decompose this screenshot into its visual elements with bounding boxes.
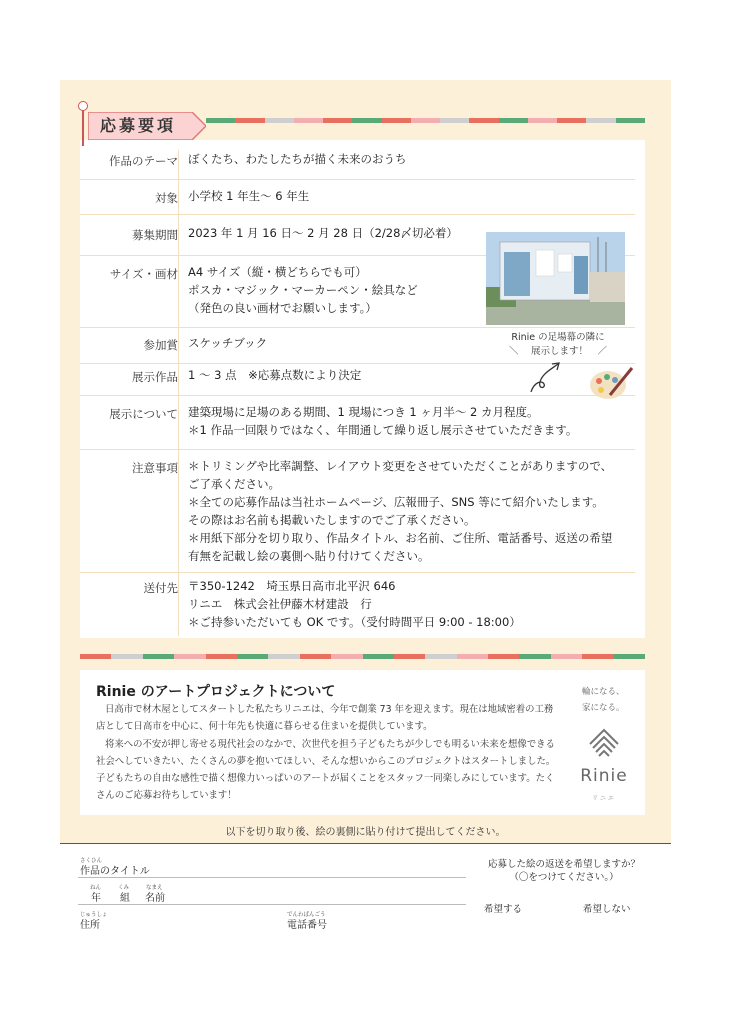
row-label: 展示作品: [132, 370, 178, 384]
nen-ruby: ねん: [90, 885, 102, 891]
row-value: 小学校 1 年生〜 6 年生: [188, 189, 310, 203]
return-yes-option[interactable]: 希望する: [484, 904, 523, 915]
about-body: [96, 701, 556, 805]
name-ruby: なまえ: [146, 885, 163, 891]
decorative-stripe-middle: [80, 654, 645, 659]
about-paragraph: 日高市で材木屋としてスタートした私たちリニエは、今年で創業 73 年を迎えます。現在は地域密着の工務店として日高市を中心に、何十年先も快適に暮らせる住まいを提供しています。: [96, 704, 554, 733]
arrow-icon: [528, 356, 564, 396]
phone-ruby: でんわばんごう: [287, 912, 326, 918]
section-title: 応募要項: [99, 116, 176, 135]
palette-icon: [588, 365, 636, 401]
brand-tagline: 輪になる、 家になる。: [582, 687, 625, 713]
title-field-line[interactable]: [78, 877, 466, 878]
cut-instruction: 以下を切り取り後、絵の裏側に貼り付けて提出してください。: [225, 827, 506, 838]
brand-kana: リニエ: [592, 795, 616, 802]
cut-line: [60, 843, 671, 844]
title-field-label: 作品のタイトル: [80, 866, 150, 877]
kumi-ruby: くみ: [118, 885, 130, 891]
name-field-label: 名前: [145, 893, 165, 904]
row-label: 注意事項: [132, 461, 178, 475]
row-label: 募集期間: [132, 228, 178, 242]
decorative-stripe-top: [206, 118, 645, 123]
row-value: 2023 年 1 月 16 日〜 2 月 28 日（2/28〆切必着）: [188, 226, 458, 240]
return-no-option[interactable]: 希望しない: [583, 904, 631, 915]
grade-label: 年: [91, 893, 101, 904]
title-ruby: さくひん: [80, 858, 103, 864]
brand-name: Rinie: [580, 766, 628, 786]
phone-field-label: 電話番号: [287, 920, 327, 931]
pin-line: [82, 110, 84, 146]
about-paragraph: 将来への不安が押し寄せる現代社会のなかで、次世代を担う子どもたちが少しでも明るい未来を想像できる社会へしていきたい、たくさんの夢を抱いてほしい、そんな想いからこのプロジェクトはスタートしました。子どもたちの自由な感性で描く想像力いっぱいのアートが届くことをスタッフ一同楽しみにしています。たくさんのご応募お待ちしています！: [96, 738, 556, 802]
class-label: 組: [120, 893, 130, 904]
row-value: 建築現場に足場のある期間、1 現場につき 1 ヶ月半〜 2 カ月程度。 ＊1 作品一回限りではなく、年間通して繰り返し展示させていただきます。: [188, 405, 578, 437]
table-row: [80, 457, 635, 573]
photo-note: Rinie の足場幕の隣に ＼ 展示します！ ／: [508, 332, 608, 357]
name-field-line[interactable]: [78, 904, 466, 905]
row-label: 参加賞: [143, 338, 178, 352]
address-ruby: じゅうしょ: [80, 912, 108, 918]
table-row: [80, 150, 635, 180]
row-value: 1 〜 3 点 ※応募点数により決定: [188, 368, 362, 382]
section-tab: [88, 112, 206, 140]
row-value: ぼくたち、わたしたちが描く未来のおうち: [188, 152, 407, 166]
row-value: ＊トリミングや比率調整、レイアウト変更をさせていただくことがありますので、 ご了承ください。 ＊全ての応募作品は当社ホームページ、広報冊子、SNS 等にて紹介いたします。 その際はお名前も掲載いたしますのでご了承ください。 ＊用紙下部分を切り取り、作品タイトル、お名前、ご住所、電話番号、返送の希望 有無を記載し絵の裏側へ貼り付けてください。: [188, 459, 613, 563]
rinie-logo-icon: [588, 728, 620, 760]
construction-photo: [486, 232, 625, 325]
about-title: Rinie のアートプロジェクトについて: [96, 684, 336, 700]
row-value: スケッチブック: [188, 336, 268, 350]
table-row: [80, 403, 635, 450]
row-label: 対象: [155, 191, 178, 205]
row-label: 作品のテーマ: [109, 154, 178, 168]
row-value: 〒350-1242 埼玉県日高市北平沢 646 リニエ 株式会社伊藤木材建設 行 ＊ご持参いただいても OK です。（受付時間平日 9:00 - 18:00）: [188, 579, 521, 629]
table-row: [80, 187, 635, 215]
return-note: （〇をつけてください。）: [509, 872, 619, 883]
return-question: 応募した絵の返送を希望しますか？: [487, 859, 640, 870]
row-label: 展示について: [109, 407, 178, 421]
row-label: 送付先: [143, 581, 178, 595]
row-label: サイズ・画材: [109, 267, 178, 281]
table-row: [80, 577, 635, 637]
address-field-label: 住所: [80, 920, 100, 931]
row-value: A4 サイズ（縦・横どちらでも可） ポスカ・マジック・マーカーペン・絵具など （発色の良い画材でお願いします。）: [188, 265, 418, 315]
